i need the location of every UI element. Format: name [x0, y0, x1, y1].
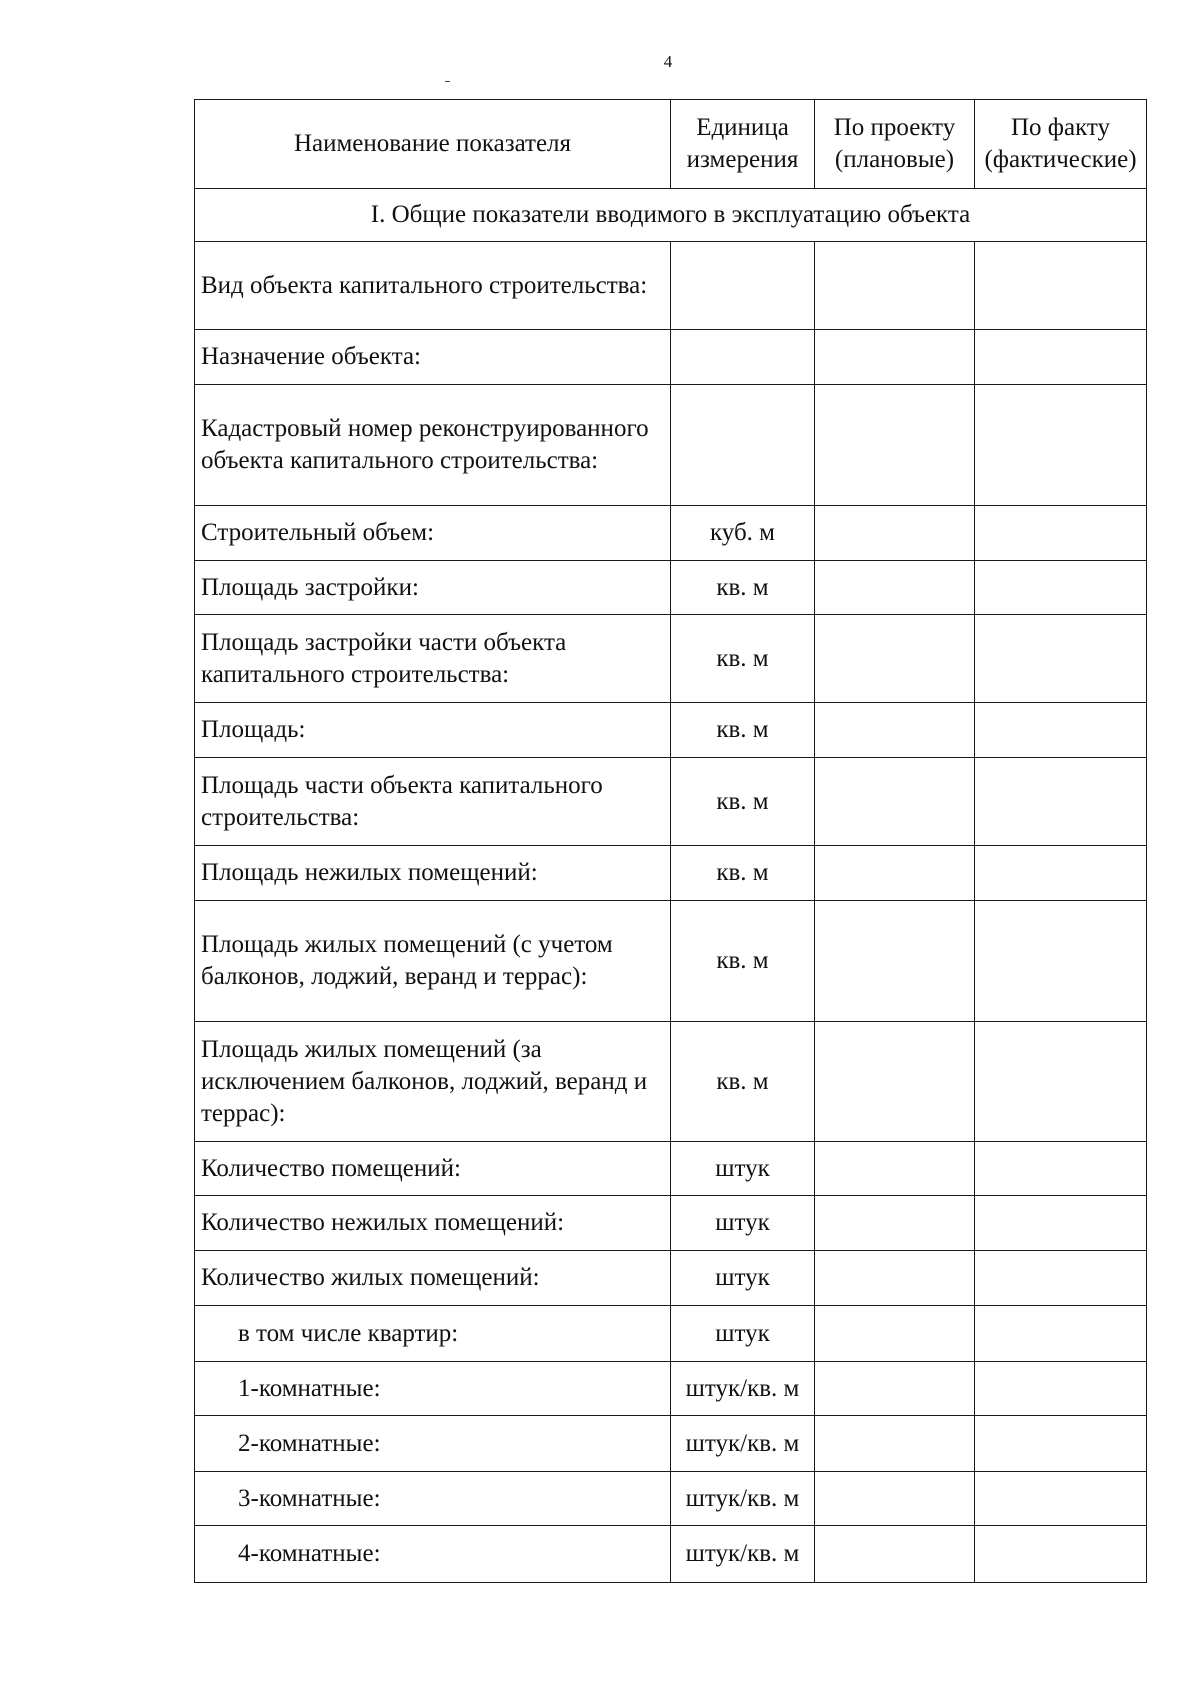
- indicator-name-cell: 3-комнатные:: [195, 1472, 671, 1526]
- planned-value-cell: [815, 1526, 975, 1583]
- planned-value-cell: [815, 1472, 975, 1526]
- planned-value-cell: [815, 1306, 975, 1362]
- section-title: I. Общие показатели вводимого в эксплуатацию объекта: [195, 189, 1147, 242]
- table-row: [195, 385, 1147, 506]
- indicator-name-cell: Площадь жилых помещений (с учетом балконов, лоджий, веранд и террас):: [195, 901, 671, 1022]
- unit-cell: куб. м: [671, 506, 815, 561]
- planned-value-cell: [815, 901, 975, 1022]
- header-planned: По проекту (плановые): [815, 100, 975, 189]
- actual-value-cell: [975, 1196, 1147, 1251]
- actual-value-cell: [975, 385, 1147, 506]
- planned-value-cell: [815, 385, 975, 506]
- actual-value-cell: [975, 1416, 1147, 1472]
- unit-cell: штук: [671, 1251, 815, 1306]
- planned-value-cell: [815, 703, 975, 758]
- planned-value-cell: [815, 615, 975, 703]
- table-row: [195, 506, 1147, 561]
- page-number: 4: [663, 52, 673, 71]
- table-row: [195, 703, 1147, 758]
- unit-cell: кв. м: [671, 615, 815, 703]
- indicator-name-cell: Вид объекта капитального строительства:: [195, 242, 671, 330]
- table-row: [195, 1306, 1147, 1362]
- planned-value-cell: [815, 330, 975, 385]
- indicator-name-cell: Площадь застройки:: [195, 561, 671, 615]
- actual-value-cell: [975, 615, 1147, 703]
- actual-value-cell: [975, 1362, 1147, 1416]
- table-row: [195, 1251, 1147, 1306]
- indicator-name-cell: Площадь:: [195, 703, 671, 758]
- unit-cell: штук: [671, 1196, 815, 1251]
- unit-cell: штук/кв. м: [671, 1362, 815, 1416]
- unit-cell: кв. м: [671, 846, 815, 901]
- planned-value-cell: [815, 1251, 975, 1306]
- table-row: [195, 901, 1147, 1022]
- actual-value-cell: [975, 758, 1147, 846]
- actual-value-cell: [975, 1251, 1147, 1306]
- table-row: [195, 242, 1147, 330]
- table-row: [195, 1416, 1147, 1472]
- table-row: [195, 330, 1147, 385]
- indicator-name-cell: Площадь жилых помещений (за исключением балконов, лоджий, веранд и террас):: [195, 1022, 671, 1142]
- unit-cell: штук/кв. м: [671, 1526, 815, 1583]
- actual-value-cell: [975, 1022, 1147, 1142]
- indicator-name-cell: Количество помещений:: [195, 1142, 671, 1196]
- actual-value-cell: [975, 703, 1147, 758]
- table-row: [195, 1526, 1147, 1583]
- actual-value-cell: [975, 242, 1147, 330]
- unit-cell: штук/кв. м: [671, 1472, 815, 1526]
- planned-value-cell: [815, 1416, 975, 1472]
- table-row: [195, 1362, 1147, 1416]
- actual-value-cell: [975, 1526, 1147, 1583]
- actual-value-cell: [975, 1472, 1147, 1526]
- actual-value-cell: [975, 1306, 1147, 1362]
- header-indicator-name: Наименование показателя: [195, 100, 671, 189]
- header-unit: Единица измерения: [671, 100, 815, 189]
- planned-value-cell: [815, 1196, 975, 1251]
- table-body: [195, 242, 1147, 1583]
- actual-value-cell: [975, 901, 1147, 1022]
- unit-cell: кв. м: [671, 1022, 815, 1142]
- indicator-name-cell: Площадь части объекта капитального строительства:: [195, 758, 671, 846]
- header-actual: По факту (фактические): [975, 100, 1147, 189]
- actual-value-cell: [975, 330, 1147, 385]
- unit-cell: штук: [671, 1306, 815, 1362]
- actual-value-cell: [975, 846, 1147, 901]
- scan-speck: [445, 81, 450, 82]
- indicator-name-cell: Строительный объем:: [195, 506, 671, 561]
- indicators-table: [194, 99, 1147, 1583]
- indicator-name-cell: Кадастровый номер реконструированного объекта капитального строительства:: [195, 385, 671, 506]
- planned-value-cell: [815, 242, 975, 330]
- unit-cell: кв. м: [671, 703, 815, 758]
- planned-value-cell: [815, 846, 975, 901]
- indicator-name-cell: Площадь нежилых помещений:: [195, 846, 671, 901]
- table-row: [195, 1142, 1147, 1196]
- table-row: [195, 561, 1147, 615]
- actual-value-cell: [975, 1142, 1147, 1196]
- table-row: [195, 615, 1147, 703]
- unit-cell: кв. м: [671, 561, 815, 615]
- indicator-name-cell: Назначение объекта:: [195, 330, 671, 385]
- section-row: [195, 189, 1147, 242]
- unit-cell: [671, 242, 815, 330]
- actual-value-cell: [975, 506, 1147, 561]
- unit-cell: штук: [671, 1142, 815, 1196]
- table-row: [195, 758, 1147, 846]
- actual-value-cell: [975, 561, 1147, 615]
- indicator-name-cell: Количество жилых помещений:: [195, 1251, 671, 1306]
- indicator-name-cell: 2-комнатные:: [195, 1416, 671, 1472]
- table-row: [195, 846, 1147, 901]
- planned-value-cell: [815, 1142, 975, 1196]
- planned-value-cell: [815, 758, 975, 846]
- table-row: [195, 1196, 1147, 1251]
- planned-value-cell: [815, 1022, 975, 1142]
- unit-cell: [671, 330, 815, 385]
- planned-value-cell: [815, 561, 975, 615]
- unit-cell: штук/кв. м: [671, 1416, 815, 1472]
- indicator-name-cell: Площадь застройки части объекта капитального строительства:: [195, 615, 671, 703]
- planned-value-cell: [815, 506, 975, 561]
- indicator-name-cell: 4-комнатные:: [195, 1526, 671, 1583]
- unit-cell: кв. м: [671, 758, 815, 846]
- indicator-name-cell: 1-комнатные:: [195, 1362, 671, 1416]
- planned-value-cell: [815, 1362, 975, 1416]
- table-row: [195, 1022, 1147, 1142]
- table-row: [195, 1472, 1147, 1526]
- indicator-name-cell: Количество нежилых помещений:: [195, 1196, 671, 1251]
- indicator-name-cell: в том числе квартир:: [195, 1306, 671, 1362]
- unit-cell: [671, 385, 815, 506]
- table-header-row: [195, 100, 1147, 189]
- unit-cell: кв. м: [671, 901, 815, 1022]
